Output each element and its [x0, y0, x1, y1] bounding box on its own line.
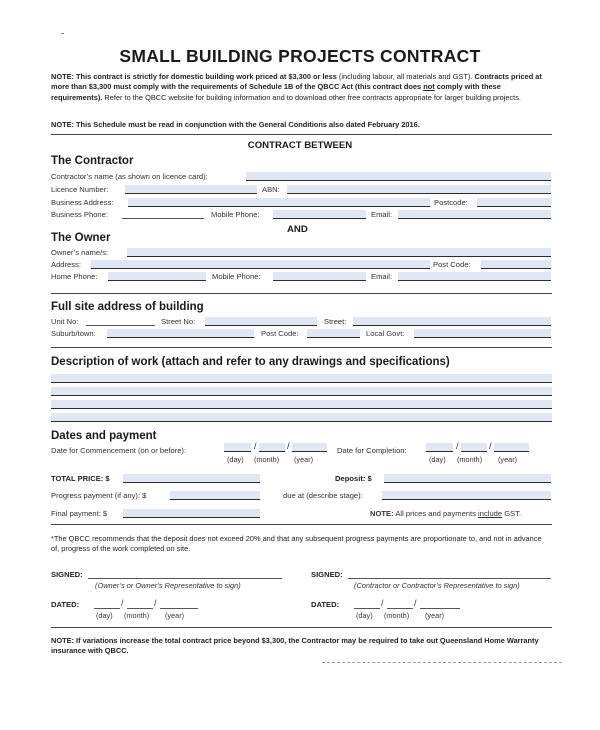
completion-month-field[interactable] [461, 443, 487, 452]
owner-dated-month-caption: (month) [124, 611, 150, 620]
site-postcode-label: Post Code: [261, 329, 299, 338]
description-line-1[interactable] [51, 374, 552, 383]
contractor-dated-year-caption: (year) [425, 611, 445, 620]
business-postcode-label: Postcode: [434, 198, 468, 207]
gst-note-include: include [478, 509, 503, 518]
due-stage-label: due at (describe stage): [283, 491, 363, 500]
owner-address-label: Address: [51, 260, 81, 269]
suburb-label: Suburb/town: [51, 329, 96, 338]
licence-number-field[interactable] [125, 185, 257, 194]
deposit-label: Deposit: $ [335, 474, 372, 483]
date-separator: / [154, 598, 157, 608]
contractor-dated-day-field[interactable] [354, 608, 380, 609]
owner-dated-year-caption: (year) [165, 611, 185, 620]
home-phone-field[interactable] [108, 272, 206, 281]
contract-between-heading: CONTRACT BETWEEN [247, 140, 353, 151]
description-line-4[interactable] [51, 413, 552, 422]
abn-field[interactable] [287, 185, 551, 194]
contractor-name-field[interactable] [246, 172, 551, 181]
gst-note-text: All prices and payments [393, 509, 479, 518]
schedule-note: NOTE: This Schedule must be read in conjunction with the General Conditions also dated February 2016. [51, 120, 420, 129]
contractor-dated-month-field[interactable] [387, 608, 413, 609]
deposit-recommendation-note: *The QBCC recommends that the deposit does not exceed 20% and that any subsequent progress payments are proportionate to, and not in advance of, progress of the work completed on site. [51, 534, 542, 554]
contractor-mobile-label: Mobile Phone: [211, 210, 260, 219]
contractor-dated-label: DATED: [311, 600, 340, 609]
commencement-label: Date for Commencement (on or before): [51, 446, 187, 455]
owner-dated-label: DATED: [51, 600, 80, 609]
total-price-label: TOTAL PRICE: $ [51, 474, 110, 483]
date-separator: / [381, 598, 384, 608]
description-line-3[interactable] [51, 400, 552, 409]
unit-no-field[interactable] [86, 325, 155, 326]
total-price-field[interactable] [123, 474, 260, 483]
owner-names-label: Owner’s name/s: [51, 248, 109, 257]
owner-signed-label: SIGNED: [51, 570, 83, 579]
owner-dated-month-field[interactable] [127, 608, 153, 609]
description-heading: Description of work (attach and refer to any drawings and specifications) [51, 356, 450, 368]
divider [51, 524, 552, 525]
suburb-field[interactable] [107, 329, 254, 338]
owner-mobile-field[interactable] [273, 272, 366, 281]
home-phone-label: Home Phone: [51, 272, 98, 281]
owner-dated-year-field[interactable] [160, 608, 198, 609]
street-no-label: Street No: [161, 317, 196, 326]
and-heading: AND [287, 224, 308, 235]
business-address-field[interactable] [128, 198, 430, 207]
intro-note-bold-end: comply with these requirements). [51, 82, 501, 102]
licence-number-label: Licence Number: [51, 185, 109, 194]
variations-note: NOTE: If variations increase the total contract price beyond $3,300, the Contractor may be required to take out Queensland Home Warranty insurance with QBCC. [51, 636, 539, 656]
local-govt-field[interactable] [414, 329, 551, 338]
street-field[interactable] [353, 317, 551, 326]
owner-signature-field[interactable] [88, 578, 282, 579]
owner-heading: The Owner [51, 232, 111, 244]
date-separator: / [287, 441, 290, 451]
site-address-heading: Full site address of building [51, 301, 204, 313]
date-separator: / [254, 441, 257, 451]
progress-payment-field[interactable] [170, 491, 260, 500]
business-phone-field[interactable] [122, 218, 204, 219]
abn-label: ABN: [262, 185, 280, 194]
completion-day-field[interactable] [426, 443, 453, 452]
gst-note-end: GST. [502, 509, 522, 518]
contractor-dated-year-field[interactable] [420, 608, 460, 609]
contractor-name-label: Contractor’s name (as shown on licence card): [51, 172, 208, 181]
deposit-field[interactable] [384, 474, 551, 483]
owner-mobile-label: Mobile Phone: [212, 272, 261, 281]
business-postcode-field[interactable] [477, 198, 551, 207]
commencement-year-caption: (year) [294, 455, 314, 464]
contractor-email-field[interactable] [398, 210, 551, 219]
due-stage-field[interactable] [382, 491, 551, 500]
intro-note-not: not [423, 82, 435, 92]
completion-label: Date for Completion: [337, 446, 407, 455]
contractor-heading: The Contractor [51, 155, 134, 167]
contractor-dated-month-caption: (month) [384, 611, 410, 620]
street-no-field[interactable] [205, 317, 317, 326]
intro-note-lead: NOTE: This contract is strictly for domestic building work priced at $3,300 or less [51, 72, 337, 81]
footer-mark [322, 662, 562, 664]
date-separator: / [121, 598, 124, 608]
owner-postcode-field[interactable] [481, 260, 551, 269]
owner-postcode-label: Post Code: [433, 260, 471, 269]
owner-signature-caption: (Owner’s or Owner’s Representative to sign) [95, 581, 241, 590]
divider [51, 134, 552, 135]
final-payment-label: Final payment: $ [51, 509, 108, 518]
street-label: Street: [324, 317, 347, 326]
date-separator: / [456, 441, 459, 451]
intro-note-normal: (including labour, all materials and GST). [336, 72, 475, 81]
unit-no-label: Unit No: [51, 317, 79, 326]
contractor-signed-label: SIGNED: [311, 570, 343, 579]
divider [51, 293, 552, 294]
contractor-email-label: Email: [371, 210, 393, 219]
local-govt-label: Local Govt: [366, 329, 405, 338]
intro-note-bold: Contracts priced at more than $3,300 must comply with the requirements of Schedule 1B of the QBCC Act (this contract does [51, 72, 542, 92]
owner-dated-day-field[interactable] [94, 608, 120, 609]
completion-year-caption: (year) [498, 455, 518, 464]
commencement-day-caption: (day) [227, 455, 244, 464]
completion-year-field[interactable] [494, 443, 529, 452]
progress-payment-label: Progress payment (if any): $ [51, 491, 147, 500]
contractor-dated-day-caption: (day) [356, 611, 373, 620]
business-address-label: Business Address: [51, 198, 114, 207]
commencement-year-field[interactable] [292, 443, 327, 452]
gst-note [370, 509, 521, 518]
owner-dated-day-caption: (day) [96, 611, 113, 620]
divider [51, 347, 552, 348]
date-separator: / [414, 598, 417, 608]
contractor-signature-field[interactable] [348, 578, 551, 579]
completion-month-caption: (month) [457, 455, 483, 464]
intro-note-tail: Refer to the QBCC website for building information and to download other free contracts appropriate for larger building projects. [102, 92, 521, 102]
commencement-day-field[interactable] [224, 443, 251, 452]
owner-address-field[interactable] [91, 260, 430, 269]
commencement-month-caption: (month) [254, 455, 280, 464]
business-phone-label: Business Phone: [51, 210, 108, 219]
contractor-signature-caption: (Contractor or Contractor’s Representative to sign) [354, 581, 520, 590]
owner-email-label: Email: [371, 272, 393, 281]
date-separator: / [489, 441, 492, 451]
final-payment-field[interactable] [123, 509, 260, 518]
divider [51, 627, 552, 628]
page-mark [61, 33, 64, 34]
description-line-2[interactable] [51, 387, 552, 396]
owner-names-field[interactable] [127, 248, 551, 257]
intro-note [51, 72, 551, 103]
owner-email-field[interactable] [398, 272, 551, 281]
gst-note-bold: NOTE: [370, 509, 394, 518]
document-title: SMALL BUILDING PROJECTS CONTRACT [119, 46, 481, 66]
contractor-mobile-field[interactable] [273, 210, 366, 219]
site-postcode-field[interactable] [307, 329, 360, 338]
commencement-month-field[interactable] [259, 443, 285, 452]
completion-day-caption: (day) [429, 455, 446, 464]
dates-payment-heading: Dates and payment [51, 430, 157, 442]
